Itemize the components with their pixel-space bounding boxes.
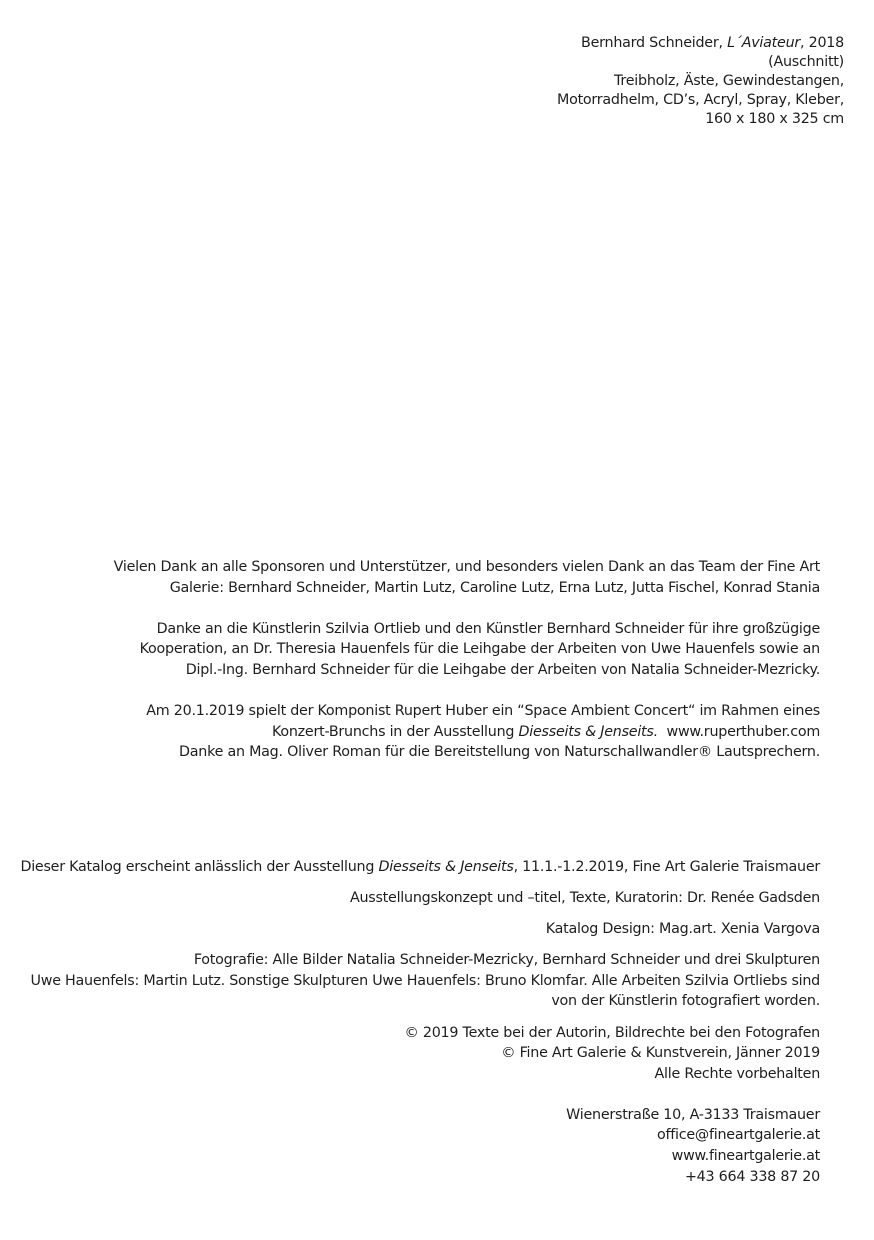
caption-work-title: L´Aviateur: [727, 35, 801, 51]
exhibition-title: Diesseits & Jenseits.: [518, 723, 658, 740]
concert-text: Konzert-Brunchs in der Ausstellung: [271, 723, 515, 740]
website-link[interactable]: www.fineartgalerie.at: [671, 1148, 820, 1165]
text-line: Danke an die Künstlerin Szilvia Ortlieb und den Künstler Bernhard Schneider für ihre großzügige: [156, 620, 820, 637]
text-line: Dipl.-Ing. Bernhard Schneider für die Leihgabe der Arbeiten von Natalia Schneider-Mezricky.: [185, 661, 820, 678]
text-line: Alle Rechte vorbehalten: [654, 1065, 820, 1082]
caption-materials-2: Motorradhelm, CD’s, Acryl, Spray, Kleber,: [556, 92, 844, 108]
text-line: © Fine Art Galerie & Kunstverein, Jänner 2019: [501, 1045, 820, 1062]
colophon: [20, 857, 820, 1187]
phone-number: +43 664 338 87 20: [684, 1168, 820, 1185]
caption-title-line: [557, 34, 844, 53]
caption-dimensions: 160 x 180 x 325 cm: [705, 111, 844, 127]
caption-detail: (Auschnitt): [768, 54, 844, 70]
text-line: Vielen Dank an alle Sponsoren und Unterstützer, und besonders vielen Dank an das Team der Fine Art: [113, 559, 820, 575]
concept-credit: Ausstellungskonzept und –titel, Texte, Kuratorin: Dr. Renée Gadsden: [349, 890, 820, 907]
text-line: von der Künstlerin fotografiert worden.: [551, 993, 820, 1010]
text-line: Am 20.1.2019 spielt der Komponist Rupert Huber ein “Space Ambient Concert“ im Rahmen eines: [146, 702, 820, 719]
catalog-text: Dieser Katalog erscheint anlässlich der Ausstellung: [20, 859, 375, 875]
text-line: Kooperation, an Dr. Theresia Hauenfels für die Leihgabe der Arbeiten von Uwe Hauenfels sowie an: [139, 641, 820, 658]
thanks-paragraph-team: [114, 557, 820, 598]
text-line: Uwe Hauenfels: Martin Lutz. Sonstige Skulpturen Uwe Hauenfels: Bruno Klomfar. Alle Arbeiten Szilvia Ortliebs sind: [30, 972, 820, 989]
contact-info: [20, 1105, 820, 1187]
thanks-paragraph-concert: [114, 701, 820, 763]
thanks-paragraph-artists: [114, 619, 820, 681]
exhibition-title: Diesseits & Jenseits: [378, 859, 514, 875]
ruperthuber-link[interactable]: www.ruperthuber.com: [666, 723, 820, 740]
email-link[interactable]: office@fineartgalerie.at: [656, 1127, 820, 1144]
artwork-caption: [557, 34, 844, 129]
caption-artist: Bernhard Schneider,: [581, 35, 723, 51]
text-line: © 2019 Texte bei der Autorin, Bildrechte bei den Fotografen: [404, 1024, 820, 1041]
text-line: [114, 722, 820, 743]
catalog-note: [20, 857, 820, 878]
text-line: Danke an Mag. Oliver Roman für die Bereitstellung von Naturschallwandler® Lautsprechern.: [179, 744, 820, 761]
caption-year: , 2018: [800, 35, 844, 51]
copyright-notice: [20, 1023, 820, 1085]
text-line: Galerie: Bernhard Schneider, Martin Lutz, Caroline Lutz, Erna Lutz, Jutta Fischel, Konrad Stania: [169, 579, 820, 596]
photo-credits: [20, 950, 820, 1012]
caption-materials-1: Treibholz, Äste, Gewindestangen,: [614, 73, 844, 89]
text-line: Fotografie: Alle Bilder Natalia Schneider-Mezricky, Bernhard Schneider und drei Skulpturen: [193, 952, 820, 969]
acknowledgements: [114, 557, 820, 763]
catalog-dates: , 11.1.-1.2.2019, Fine Art Galerie Traismauer: [513, 859, 820, 875]
address: Wienerstraße 10, A-3133 Traismauer: [566, 1106, 820, 1123]
design-credit: Katalog Design: Mag.art. Xenia Vargova: [545, 921, 820, 938]
